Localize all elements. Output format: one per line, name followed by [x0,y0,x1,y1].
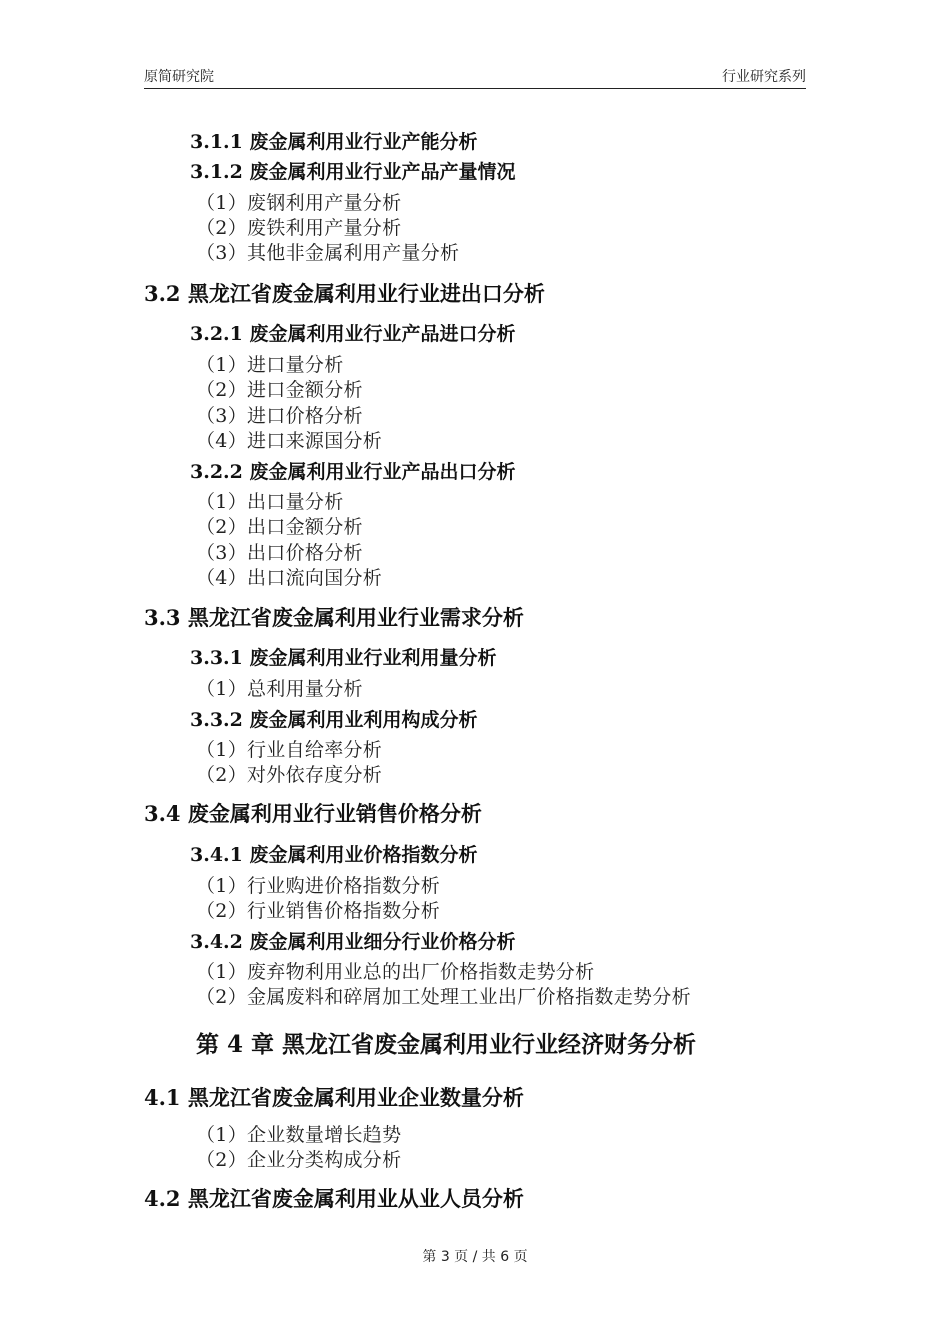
toc-h3: 3.4.2 废金属利用业细分行业价格分析 [190,931,516,953]
toc-item: （2）废铁利用产量分析 [196,217,402,239]
toc-item: （1）废弃物利用业总的出厂价格指数走势分析 [196,961,595,983]
header-divider [144,88,806,89]
toc-h3: 3.1.1 废金属利用业行业产能分析 [190,131,478,153]
toc-h3: 3.3.1 废金属利用业行业利用量分析 [190,647,497,669]
page-footer: 第 3 页 / 共 6 页 [422,1249,528,1265]
toc-item: （4）进口来源国分析 [196,430,383,452]
toc-h2: 3.4 废金属利用业行业销售价格分析 [144,801,482,826]
toc-item: （3）出口价格分析 [196,542,363,564]
toc-item: （2）出口金额分析 [196,516,363,538]
toc-item: （1）总利用量分析 [196,678,363,700]
toc-item: （3）其他非金属利用产量分析 [196,242,460,264]
toc-h3: 3.4.1 废金属利用业价格指数分析 [190,844,478,866]
toc-item: （2）企业分类构成分析 [196,1149,402,1171]
toc-h2: 3.3 黑龙江省废金属利用业行业需求分析 [144,605,524,630]
toc-chapter: 第 4 章 黑龙江省废金属利用业行业经济财务分析 [196,1031,697,1058]
header-left: 原简研究院 [144,69,214,85]
toc-item: （2）行业销售价格指数分析 [196,900,440,922]
toc-item: （4）出口流向国分析 [196,567,383,589]
toc-item: （1）进口量分析 [196,354,344,376]
toc-item: （2）对外依存度分析 [196,764,383,786]
toc-item: （3）进口价格分析 [196,405,363,427]
toc-item: （2）进口金额分析 [196,379,363,401]
toc-h2: 4.2 黑龙江省废金属利用业从业人员分析 [144,1186,524,1211]
toc-h3: 3.2.1 废金属利用业行业产品进口分析 [190,323,516,345]
toc-h3: 3.3.2 废金属利用业利用构成分析 [190,709,478,731]
toc-h2: 4.1 黑龙江省废金属利用业企业数量分析 [144,1085,524,1110]
toc-item: （1）出口量分析 [196,491,344,513]
toc-item: （1）企业数量增长趋势 [196,1124,402,1146]
toc-h2: 3.2 黑龙江省废金属利用业行业进出口分析 [144,281,545,306]
toc-item: （1）行业购进价格指数分析 [196,875,440,897]
toc-item: （1）行业自给率分析 [196,739,383,761]
toc-item: （1）废钢利用产量分析 [196,192,402,214]
toc-h3: 3.1.2 废金属利用业行业产品产量情况 [190,161,516,183]
toc-item: （2）金属废料和碎屑加工处理工业出厂价格指数走势分析 [196,986,691,1008]
toc-h3: 3.2.2 废金属利用业行业产品出口分析 [190,461,516,483]
header-right: 行业研究系列 [722,69,806,85]
